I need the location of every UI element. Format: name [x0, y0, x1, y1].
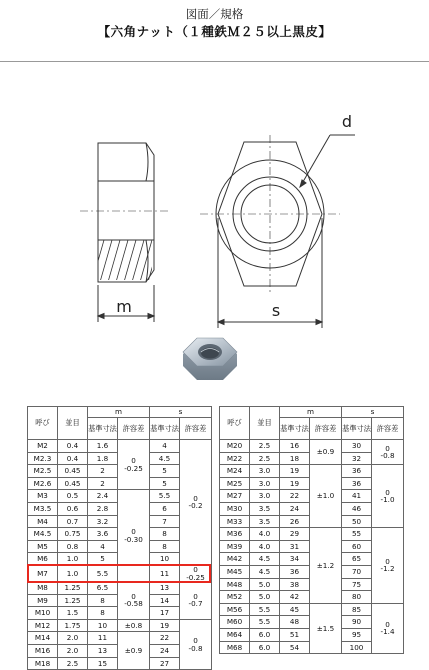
table-cell: 4.5	[250, 565, 280, 578]
table-cell: 5.0	[250, 591, 280, 604]
table-cell: M52	[220, 591, 250, 604]
table-cell: 95	[342, 628, 372, 641]
table-cell: 13	[150, 582, 180, 595]
table-cell: 29	[280, 528, 310, 541]
table-cell: 100	[342, 641, 372, 654]
table-cell: M4.5	[28, 528, 58, 541]
table-cell: M12	[28, 619, 58, 632]
table-row	[28, 440, 212, 453]
table-cell: M2.5	[28, 465, 58, 478]
table-cell: 0 -1.2	[372, 528, 404, 604]
table-cell: 11	[88, 632, 118, 645]
table-cell: ±0.9	[310, 440, 342, 465]
table-cell: 41	[342, 490, 372, 503]
table-cell: 0 -1.0	[372, 465, 404, 528]
table-cell: M36	[220, 528, 250, 541]
table-cell: 0 -0.30	[118, 490, 150, 582]
table-cell: 8	[150, 528, 180, 541]
table-cell: 38	[280, 578, 310, 591]
table-cell: M2.6	[28, 477, 58, 490]
header-divider	[0, 61, 429, 62]
table-cell: ±1.0	[310, 465, 342, 528]
table-cell: 32	[342, 452, 372, 465]
table-cell: M2	[28, 440, 58, 453]
table-cell: 3.2	[88, 515, 118, 528]
table-cell: M33	[220, 515, 250, 528]
table-cell: ±1.2	[310, 528, 342, 604]
table-cell: 11	[150, 565, 180, 581]
hex-nut-photo	[175, 332, 245, 384]
table-cell: 4.0	[250, 528, 280, 541]
table-cell: 4	[88, 540, 118, 553]
table-cell: 2	[88, 477, 118, 490]
table-cell: M56	[220, 603, 250, 616]
table-cell: M10	[28, 607, 58, 620]
table-cell: M7	[28, 565, 58, 581]
table-cell: 2.0	[58, 645, 88, 658]
table-cell: 46	[342, 502, 372, 515]
table-cell: 0.75	[58, 528, 88, 541]
table-cell: 10	[88, 619, 118, 632]
table-cell: 36	[342, 477, 372, 490]
table-row	[220, 603, 404, 616]
table-cell: 6.0	[250, 641, 280, 654]
table-cell: M3.5	[28, 502, 58, 515]
table-cell: 6.0	[250, 628, 280, 641]
page-title: 図面／規格	[185, 7, 244, 21]
table-cell: 3.0	[250, 465, 280, 478]
table-cell: ±0.8	[118, 619, 150, 632]
table-cell: 0.6	[58, 502, 88, 515]
header-s: s	[342, 407, 404, 418]
table-cell: 8	[88, 607, 118, 620]
table-cell: 3.5	[250, 502, 280, 515]
table-cell: 5	[88, 553, 118, 566]
table-cell: 2.8	[88, 502, 118, 515]
table-cell: 13	[88, 645, 118, 658]
table-cell: 0.45	[58, 465, 88, 478]
header-m: m	[88, 407, 150, 418]
table-row	[220, 440, 404, 453]
table-cell: 22	[150, 632, 180, 645]
table-cell: 16	[280, 440, 310, 453]
table-cell: 3.6	[88, 528, 118, 541]
table-cell: M39	[220, 540, 250, 553]
header-s-tol: 許容差	[372, 418, 404, 440]
table-cell: M24	[220, 465, 250, 478]
table-cell: 0.4	[58, 440, 88, 453]
table-cell: 2.5	[250, 440, 280, 453]
table-cell: M18	[28, 657, 58, 670]
table-cell: M16	[28, 645, 58, 658]
table-cell: 50	[342, 515, 372, 528]
table-cell: 3.5	[250, 515, 280, 528]
table-cell: 5.5	[88, 565, 118, 581]
table-cell: 0 -0.8	[180, 619, 212, 669]
table-cell: M45	[220, 565, 250, 578]
table-cell: 0 -0.2	[180, 440, 212, 566]
table-cell: 55	[342, 528, 372, 541]
table-cell: 6	[150, 502, 180, 515]
spec-table-left	[27, 406, 212, 670]
table-cell: 1.25	[58, 594, 88, 607]
table-cell: M64	[220, 628, 250, 641]
table-cell: M60	[220, 616, 250, 629]
table-cell: M4	[28, 515, 58, 528]
product-title: 【六角ナット（１種鉄Ｍ２５以上黒皮】	[97, 24, 332, 39]
table-cell: 0.45	[58, 477, 88, 490]
header-m-tol: 許容差	[310, 418, 342, 440]
table-row	[28, 582, 212, 595]
header-call: 呼び	[28, 407, 58, 440]
header-s-basic: 基準寸法	[150, 418, 180, 440]
table-cell: M48	[220, 578, 250, 591]
table-cell: 6.5	[88, 582, 118, 595]
table-cell: 19	[150, 619, 180, 632]
table-cell: 80	[342, 591, 372, 604]
header-m-tol: 許容差	[118, 418, 150, 440]
table-cell: M3	[28, 490, 58, 503]
table-cell: 4.0	[250, 540, 280, 553]
table-cell: M5	[28, 540, 58, 553]
table-cell: 70	[342, 565, 372, 578]
table-cell: 2.5	[250, 452, 280, 465]
table-row	[220, 528, 404, 541]
table-cell: 1.75	[58, 619, 88, 632]
table-cell: 26	[280, 515, 310, 528]
table-cell: 36	[342, 465, 372, 478]
table-cell: 90	[342, 616, 372, 629]
table-cell: 1.6	[88, 440, 118, 453]
table-cell: 0 -0.25	[118, 440, 150, 490]
table-cell: 0.4	[58, 452, 88, 465]
table-cell: M8	[28, 582, 58, 595]
table-cell: 31	[280, 540, 310, 553]
table-cell: 4	[150, 440, 180, 453]
header-s: s	[150, 407, 212, 418]
table-cell: 5.5	[250, 603, 280, 616]
table-cell: M6	[28, 553, 58, 566]
table-cell: 27	[150, 657, 180, 670]
table-cell: 5	[150, 465, 180, 478]
table-cell: M14	[28, 632, 58, 645]
table-cell: 5.0	[250, 578, 280, 591]
table-cell: 4.5	[150, 452, 180, 465]
table-cell: 0 -1.4	[372, 603, 404, 653]
table-cell: 65	[342, 553, 372, 566]
table-cell: M25	[220, 477, 250, 490]
spec-table-right	[219, 406, 404, 654]
table-cell: 2	[88, 465, 118, 478]
table-cell: 60	[342, 540, 372, 553]
label-d: d	[341, 112, 353, 131]
nut-side-view	[80, 143, 170, 322]
table-cell: 2.5	[58, 657, 88, 670]
table-cell: 10	[150, 553, 180, 566]
table-cell: 3.0	[250, 477, 280, 490]
table-cell: 19	[280, 465, 310, 478]
table-cell: 36	[280, 565, 310, 578]
table-cell: 48	[280, 616, 310, 629]
table-cell: 14	[150, 594, 180, 607]
header-pitch: 並目	[250, 407, 280, 440]
header-m-basic: 基準寸法	[88, 418, 118, 440]
table-cell: M42	[220, 553, 250, 566]
table-cell: 8	[88, 594, 118, 607]
table-cell: 45	[280, 603, 310, 616]
table-cell: 0 -0.58	[118, 582, 150, 620]
technical-drawing	[0, 68, 429, 330]
header-s-tol: 許容差	[180, 418, 212, 440]
table-cell: M22	[220, 452, 250, 465]
table-cell: M9	[28, 594, 58, 607]
table-cell: M20	[220, 440, 250, 453]
table-cell: M68	[220, 641, 250, 654]
table-cell: 5.5	[250, 616, 280, 629]
table-cell: 0 -0.7	[180, 582, 212, 620]
table-cell: ±0.9	[118, 632, 150, 670]
table-cell: 85	[342, 603, 372, 616]
table-cell: 51	[280, 628, 310, 641]
table-cell: 24	[150, 645, 180, 658]
table-cell: 5.5	[150, 490, 180, 503]
table-cell: 15	[88, 657, 118, 670]
header-call: 呼び	[220, 407, 250, 440]
table-cell: 3.0	[250, 490, 280, 503]
header-m: m	[280, 407, 342, 418]
table-row	[220, 465, 404, 478]
label-m: m	[116, 297, 132, 316]
table-cell: 0.8	[58, 540, 88, 553]
table-cell: 7	[150, 515, 180, 528]
table-row	[28, 619, 212, 632]
table-cell: 1.8	[88, 452, 118, 465]
table-cell: 17	[150, 607, 180, 620]
table-cell: 18	[280, 452, 310, 465]
table-cell: 2.4	[88, 490, 118, 503]
m7-row-highlight	[27, 564, 211, 582]
table-cell: M2.3	[28, 452, 58, 465]
table-cell: 1.25	[58, 582, 88, 595]
table-cell: 1.0	[58, 565, 88, 581]
table-cell: M30	[220, 502, 250, 515]
table-cell: 4.5	[250, 553, 280, 566]
table-cell: 0 -0.8	[372, 440, 404, 465]
table-cell: 1.5	[58, 607, 88, 620]
table-cell: 1.0	[58, 553, 88, 566]
table-cell: 42	[280, 591, 310, 604]
header-pitch: 並目	[58, 407, 88, 440]
table-cell: 2.0	[58, 632, 88, 645]
header-s-basic: 基準寸法	[342, 418, 372, 440]
table-cell: 30	[342, 440, 372, 453]
header-m-basic: 基準寸法	[280, 418, 310, 440]
nut-front-view	[200, 135, 355, 328]
table-cell: 8	[150, 540, 180, 553]
table-cell: 75	[342, 578, 372, 591]
table-cell: 34	[280, 553, 310, 566]
table-cell: 19	[280, 477, 310, 490]
table-cell: 5	[150, 477, 180, 490]
table-cell: M27	[220, 490, 250, 503]
table-cell: 22	[280, 490, 310, 503]
table-cell: 0.7	[58, 515, 88, 528]
table-cell: 0 -0.25	[180, 565, 212, 581]
table-cell: 24	[280, 502, 310, 515]
table-cell: 54	[280, 641, 310, 654]
label-s: s	[271, 301, 281, 320]
table-cell: ±1.5	[310, 603, 342, 653]
table-cell: 0.5	[58, 490, 88, 503]
